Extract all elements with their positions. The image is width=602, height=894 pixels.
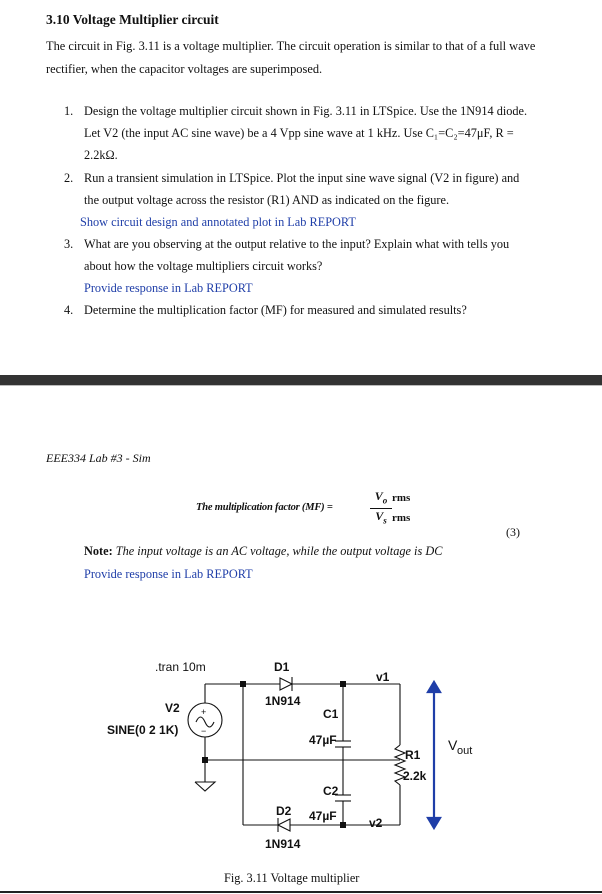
d2-model-label: 1N914 — [265, 837, 301, 851]
c2-value-label: 47µF — [309, 809, 337, 823]
rms-denominator: rms — [392, 512, 411, 524]
numerator-sub: o — [382, 495, 388, 506]
page-separator-shadow — [0, 385, 602, 386]
d2-name-label: D2 — [276, 804, 292, 818]
intro-paragraph — [46, 35, 566, 81]
page-header: EEE334 Lab #3 - Sim — [46, 451, 151, 465]
vout-arrow-head-down — [428, 818, 440, 828]
response-note: Provide response in Lab REPORT — [84, 281, 253, 295]
page-separator — [0, 375, 602, 385]
diode-d1-symbol — [280, 678, 292, 690]
formula-label: The multiplication factor (MF) = — [196, 502, 333, 513]
circuit-schematic — [100, 650, 500, 865]
response-note: Show circuit design and annotated plot in Lab REPORT — [80, 215, 356, 229]
task-line: the output voltage across the resistor (R1) AND as indicated on the figure. — [84, 193, 450, 207]
formula-fraction — [370, 490, 392, 528]
c2-name-label: C2 — [323, 784, 339, 798]
numerator-symbol: V — [374, 489, 383, 503]
node-v2-label: v2 — [369, 816, 383, 830]
note-label: Note: — [84, 544, 113, 558]
junction-dot — [340, 681, 346, 687]
plus-sign: + — [201, 707, 207, 717]
v2-value-label: SINE(0 2 1K) — [107, 723, 179, 737]
rms-numerator: rms — [392, 492, 411, 504]
d1-name-label: D1 — [274, 660, 290, 674]
note — [84, 544, 442, 559]
vout-sub-label: out — [457, 745, 473, 757]
task-number: 3. — [64, 237, 74, 251]
junction-dot — [340, 822, 346, 828]
r1-value-label: 2.2k — [403, 769, 427, 783]
bottom-border — [0, 891, 602, 893]
note-text: The input voltage is an AC voltage, while the output voltage is DC — [115, 544, 443, 558]
denominator-sub: s — [383, 515, 387, 526]
vout-label: V — [448, 737, 458, 753]
section-title: 3.10 Voltage Multiplier circuit — [46, 12, 219, 27]
task-item-3 — [64, 233, 554, 299]
d1-model-label: 1N914 — [265, 694, 301, 708]
c1-name-label: C1 — [323, 707, 339, 721]
response-note: Provide response in Lab REPORT — [84, 567, 253, 581]
task-line: Determine the multiplication factor (MF) for measured and simulated results? — [84, 303, 467, 317]
tran-directive: .tran 10m — [155, 660, 206, 674]
task-number: 4. — [64, 303, 74, 317]
r1-name-label: R1 — [405, 748, 421, 762]
v2-name-label: V2 — [165, 701, 180, 715]
task-item-1 — [64, 100, 554, 166]
junction-dot — [202, 757, 208, 763]
task-number: 2. — [64, 171, 74, 185]
diode-d2-symbol — [278, 819, 290, 831]
minus-sign: − — [201, 726, 207, 736]
ground-symbol — [195, 782, 215, 791]
task-item-4 — [64, 299, 554, 321]
junction-dot — [240, 681, 246, 687]
task-line: 2.2kΩ. — [84, 148, 118, 162]
task-line: about how the voltage multipliers circuit works? — [84, 259, 323, 273]
task-line: Run a transient simulation in LTSpice. Plot the input sine wave signal (V2 in figure) and — [84, 171, 520, 185]
denominator-symbol: V — [375, 509, 384, 524]
figure-caption: Fig. 3.11 Voltage multiplier — [224, 871, 360, 885]
task-line: Let V2 (the input AC sine wave) be a 4 Vpp sine wave at 1 kHz. Use C₁=C₂=47μF, R = — [84, 126, 514, 140]
c1-value-label: 47µF — [309, 733, 337, 747]
task-item-2 — [64, 167, 554, 233]
vout-arrow-head-up — [428, 682, 440, 692]
task-list — [64, 100, 554, 321]
task-number: 1. — [64, 104, 74, 118]
intro-line: rectifier, when the capacitor voltages are superimposed. — [46, 62, 323, 76]
task-line: What are you observing at the output relative to the input? Explain what with tells you — [84, 237, 510, 251]
task-line: Design the voltage multiplier circuit shown in Fig. 3.11 in LTSpice. Use the 1N914 diode. — [84, 104, 528, 118]
intro-line: The circuit in Fig. 3.11 is a voltage multiplier. The circuit operation is similar to that of a full wave — [46, 39, 536, 53]
node-v1-label: v1 — [376, 670, 390, 684]
equation-number: (3) — [506, 525, 520, 539]
